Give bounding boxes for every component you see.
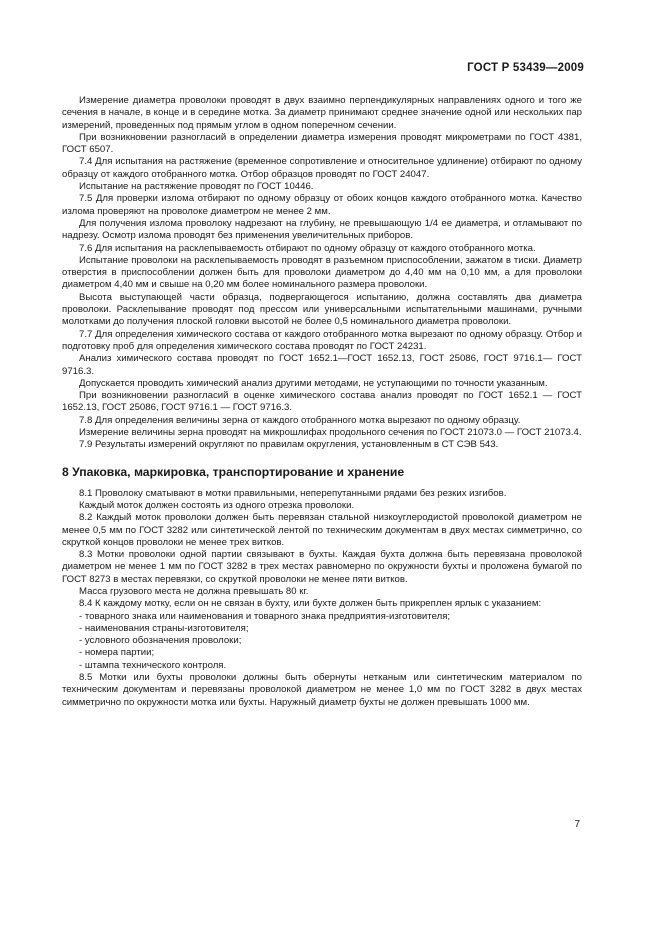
paragraph: Высота выступающей части образца, подвергающегося испытанию, должна составлять два диаметра проволоки. Расклепывание проводят под прессом или универсальными испытательными машинами, ручными молотками до получения плоской головки высотой не более 0,5 номинального диаметра проволоки. xyxy=(62,291,582,328)
paragraph: 7.5 Для проверки излома отбирают по одному образцу от обоих концов каждого отобранного мотка. Качество излома проверяют на проволоке диаметром не менее 2 мм. xyxy=(62,193,582,217)
paragraph: Каждый моток должен состоять из одного отрезка проволоки. xyxy=(79,499,355,511)
paragraph: 8.2 Каждый моток проволоки должен быть перевязан стальной низкоуглеродистой проволокой диаметром не менее 0,5 мм по ГОСТ 3282 или синтетической лентой по техническим документам в двух местах симметрично, со скруткой концов проволоки не менее трех витков. xyxy=(62,512,582,548)
paragraph: Для получения излома проволоку надрезают на глубину, не превышающую 1/4 ее диаметра, и отламывают по надрезу. Осмотр излома проводят без применения увеличительных приборов. xyxy=(62,217,582,242)
paragraph: 7.4 Для испытания на растяжение (временное сопротивление и относительное удлинение) отбирают по одному образцу от каждого отобранного мотка. Отбор образцов проводят по ГОСТ 24047. xyxy=(62,156,582,180)
paragraph: При возникновении разногласий в оценке химического состава анализ проводят по ГОСТ 1652.1 — ГОСТ 1652.13, ГОСТ 25086, ГОСТ 9716.1 — ГОСТ 9716.3. xyxy=(62,390,582,414)
paragraph: 8.5 Мотки или бухты проволоки должны быть обернуты нетканым или синтетическим материалом по техническим документам и перевязаны проволокой диаметром не менее 1,0 мм по ГОСТ 3282 в двух местах симметрично по окружности мотка или бухты. Наружный диаметр бухты не должен превышать 1000 мм. xyxy=(62,672,582,708)
list-item: - наименования страны-изготовителя; xyxy=(79,622,249,634)
paragraph: 7.8 Для определения величины зерна от каждого отобранного мотка вырезают по одному образцу. xyxy=(79,414,521,426)
list-item: - условного обозначения проволоки; xyxy=(79,635,242,647)
paragraph: Измерение диаметра проволоки проводят в двух взаимно перпендикулярных направлениях одного и того же сечения в начале, в конце и в середине мотка. За диаметр принимают среднее значение одной или нескольких пар измерений, проведенных под прямым углом в одном поперечном сечении. xyxy=(62,95,582,131)
paragraph: При возникновении разногласий в определении диаметра измерения проводят микрометрами по ГОСТ 4381, ГОСТ 6507. xyxy=(62,131,582,156)
paragraph: Измерение величины зерна проводят на микрошлифах продольного сечения по ГОСТ 21073.0 — ГОСТ 21073.4. xyxy=(79,427,582,439)
document-header: ГОСТ Р 53439—2009 xyxy=(467,62,584,74)
paragraph: Испытание проволоки на расклепываемость проводят в разъемном приспособлении, зажатом в тиски. Диаметр отверстия в приспособлении должен быть для проволоки диаметром до 4,40 мм на 0,10 мм, а для проволоки диаметром 4,40 мм и свыше на 0,20 мм более номинального размера проволоки. xyxy=(62,254,582,291)
paragraph: 7.6 Для испытания на расклепываемость отбирают по одному образцу от каждого отобранного мотка. xyxy=(79,242,536,254)
document-body xyxy=(62,95,582,709)
paragraph: Допускается проводить химический анализ другими методами, не уступающими по точности указанным. xyxy=(79,377,548,389)
list-item: - товарного знака или наименования и товарного знака предприятия-изготовителя; xyxy=(79,610,451,622)
paragraph: 7.9 Результаты измерений округляют по правилам округления, установленным в СТ СЭВ 543. xyxy=(79,439,499,451)
list-item: - номера партии; xyxy=(79,647,155,659)
paragraph: Масса грузового места не должна превышать 80 кг. xyxy=(79,585,309,597)
paragraph: 8.3 Мотки проволоки одной партии связывают в бухты. Каждая бухта должна быть перевязана проволокой диаметром не менее 1 мм по ГОСТ 3282 в трех местах равномерно по окружности бухты и проложена бумагой по ГОСТ 8273 в местах перевязки, со скруткой проволоки не менее пяти витков. xyxy=(62,549,582,585)
paragraph: Анализ химического состава проводят по ГОСТ 1652.1—ГОСТ 1652.13, ГОСТ 25086, ГОСТ 9716.1— ГОСТ 9716.3. xyxy=(62,353,582,377)
paragraph: 8.4 К каждому мотку, если он не связан в бухту, или бухте должен быть прикреплен ярлык с указанием: xyxy=(79,598,542,610)
paragraph: 7.7 Для определения химического состава от каждого отобранного мотка вырезают по одному образцу. Отбор и подготовку проб для определения химического состава проводят по ГОСТ 24231. xyxy=(62,328,582,352)
list-item: - штампа технического контроля. xyxy=(79,659,227,671)
page-number: 7 xyxy=(574,819,580,830)
section-heading: 8 Упаковка, маркировка, транспортирование и хранение xyxy=(62,464,405,479)
paragraph: 8.1 Проволоку сматывают в мотки правильными, неперепутанными рядами без резких изгибов. xyxy=(79,487,507,499)
paragraph: Испытание на растяжение проводят по ГОСТ 10446. xyxy=(79,181,314,193)
